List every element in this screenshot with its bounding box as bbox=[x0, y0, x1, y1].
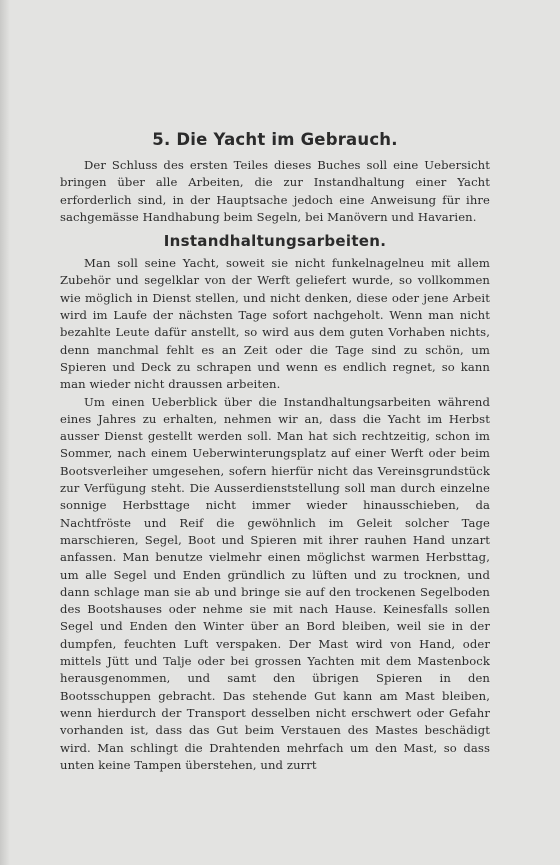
body-paragraph: Man soll seine Yacht, soweit sie nicht funkelnagelneu mit allem Zubehör und segelklar von der Werft geliefert wurde, so vollkommen wie möglich in Dienst stellen, und nicht denken, diese oder jene Arbeit wird im Laufe der nächsten Tage sofort nachgeholt. Wenn man nicht bezahlte Leute dafür anstellt, so wird aus dem guten Vorhaben nichts, denn manchmal fehlt es an Zeit oder die Tage sind zu schön, um Spieren und Deck zu schrapen und wenn es endlich regnet, so kann man wieder nicht draussen arbeiten. bbox=[60, 256, 490, 392]
chapter-title: 5. Die Yacht im Gebrauch. bbox=[152, 130, 398, 149]
section-heading: Instandhaltungsarbeiten. bbox=[163, 232, 387, 251]
intro-paragraph: Der Schluss des ersten Teiles dieses Buches soll eine Uebersicht bringen über alle Arbeiten, die zur Instandhaltung einer Yacht erforderlich sind, in der Hauptsache jedoch eine Anweisung für ihre sachgemässe Handhabung beim Segeln, bei Manövern und Havarien. bbox=[60, 158, 490, 224]
page-text bbox=[60, 130, 490, 774]
body-paragraph: Um einen Ueberblick über die Instandhaltungsarbeiten während eines Jahres zu erhalten, nehmen wir an, dass die Yacht im Herbst ausser Dienst gestellt werden soll. Man hat sich rechtzeitig, schon im Sommer, nach einem Ueberwinterungsplatz auf einer Werft oder beim Bootsverleiher umgesehen, sofern hierfür nicht das Vereinsgrundstück zur Verfügung steht. Die Ausserdienststellung soll man durch einzelne sonnige Herbsttage nicht immer wieder hinausschieben, da Nachtfröste und Reif die gewöhnlich im Geleit solcher Tage marschieren, Segel, Boot und Spieren mit ihrer rauhen Hand unzart anfassen. Man benutze vielmehr einen möglichst warmen Herbsttag, um alle Segel und Enden gründlich zu lüften und zu trocknen, und dann schlage man sie ab und bringe sie auf den trockenen Segelboden des Bootshauses oder nehme sie mit nach Hause. Keinesfalls sollen Segel und Enden den Winter über an Bord bleiben, weil sie in der dumpfen, feuchten Luft verspaken. Der Mast wird von Hand, oder mittels Jütt und Talje oder bei grossen Yachten mit dem Mastenbock herausgenommen, und samt den übrigen Spieren in den Bootsschuppen gebracht. Das stehende Gut kann am Mast bleiben, wenn hierdurch der Transport desselben nicht erschwert oder Gefahr vorhanden ist, dass das Gut beim Verstauen des Mastes beschädigt wird. Man schlingt die Drahtenden mehrfach um den Mast, so dass unten keine Tampen überstehen, und zurrt bbox=[60, 394, 490, 772]
